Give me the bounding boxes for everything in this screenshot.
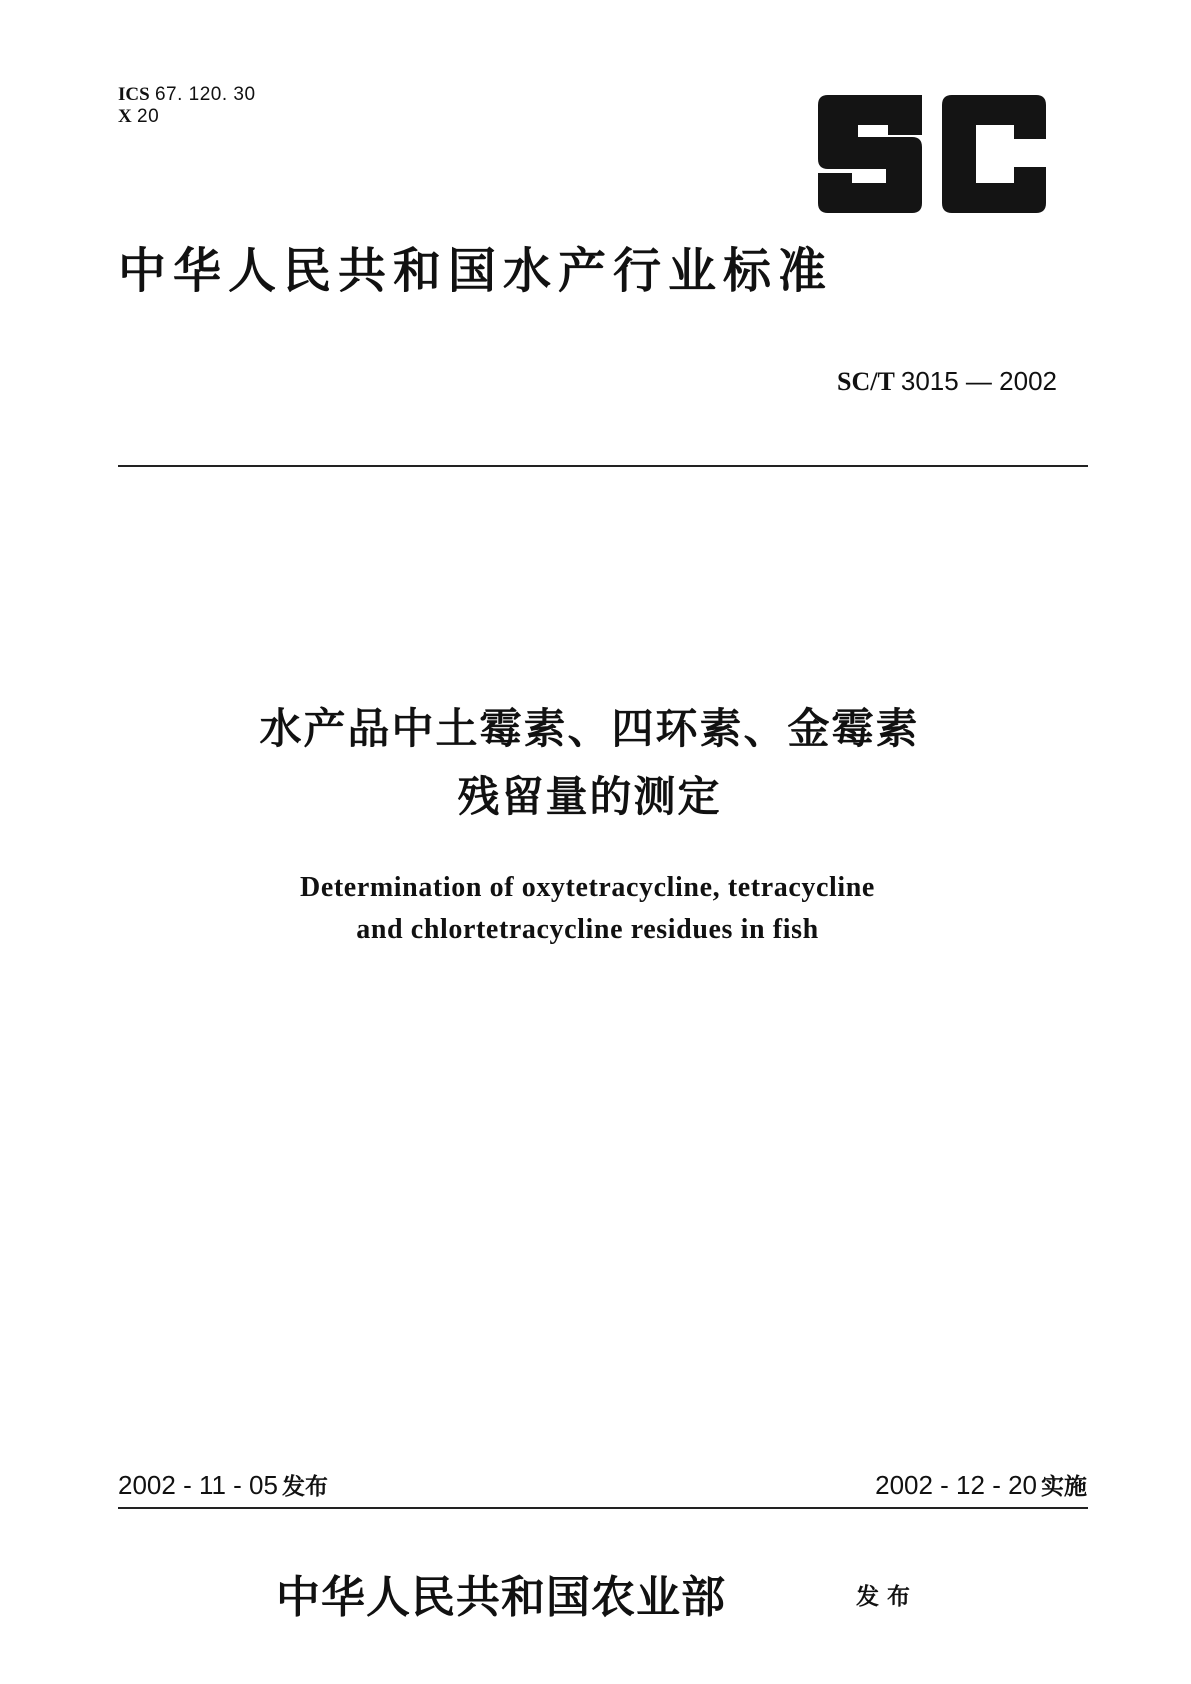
class-code: 20 bbox=[137, 106, 160, 127]
sc-logo bbox=[818, 95, 1046, 213]
effective-date: 2002 - 12 - 20 bbox=[875, 1470, 1037, 1500]
publish-word: 发布 bbox=[856, 1584, 918, 1610]
standard-title: 中华人民共和国水产行业标准 bbox=[118, 243, 834, 299]
header-divider bbox=[118, 465, 1088, 467]
ics-classification bbox=[118, 84, 256, 128]
class-label: X bbox=[118, 106, 132, 127]
publisher-name: 中华人民共和国农业部 bbox=[276, 1572, 726, 1623]
document-title-cn-line2: 残留量的测定 bbox=[457, 772, 722, 821]
issue-date: 2002 - 11 - 05 bbox=[118, 1470, 278, 1500]
document-title-cn-line1: 水产品中土霉素、四环素、金霉素 bbox=[259, 704, 920, 753]
effective-date-block bbox=[875, 1468, 1087, 1501]
document-title-en-line1: Determination of oxytetracycline, tetracycline bbox=[300, 872, 875, 903]
ics-line bbox=[118, 84, 256, 106]
standard-code bbox=[837, 366, 1057, 397]
standard-code-number: 3015 — 2002 bbox=[900, 366, 1057, 396]
standard-code-prefix: SC/T bbox=[837, 367, 895, 396]
class-line bbox=[118, 106, 256, 128]
sc-logo-graphic bbox=[818, 95, 1046, 213]
issue-word: 发布 bbox=[281, 1474, 328, 1500]
issue-date-block bbox=[118, 1468, 328, 1501]
document-title-en-line2: and chlortetracycline residues in fish bbox=[356, 914, 819, 945]
ics-code: 67. 120. 30 bbox=[154, 84, 256, 105]
footer-divider bbox=[118, 1507, 1088, 1509]
ics-label: ICS bbox=[118, 84, 150, 105]
effective-word: 实施 bbox=[1041, 1474, 1087, 1500]
